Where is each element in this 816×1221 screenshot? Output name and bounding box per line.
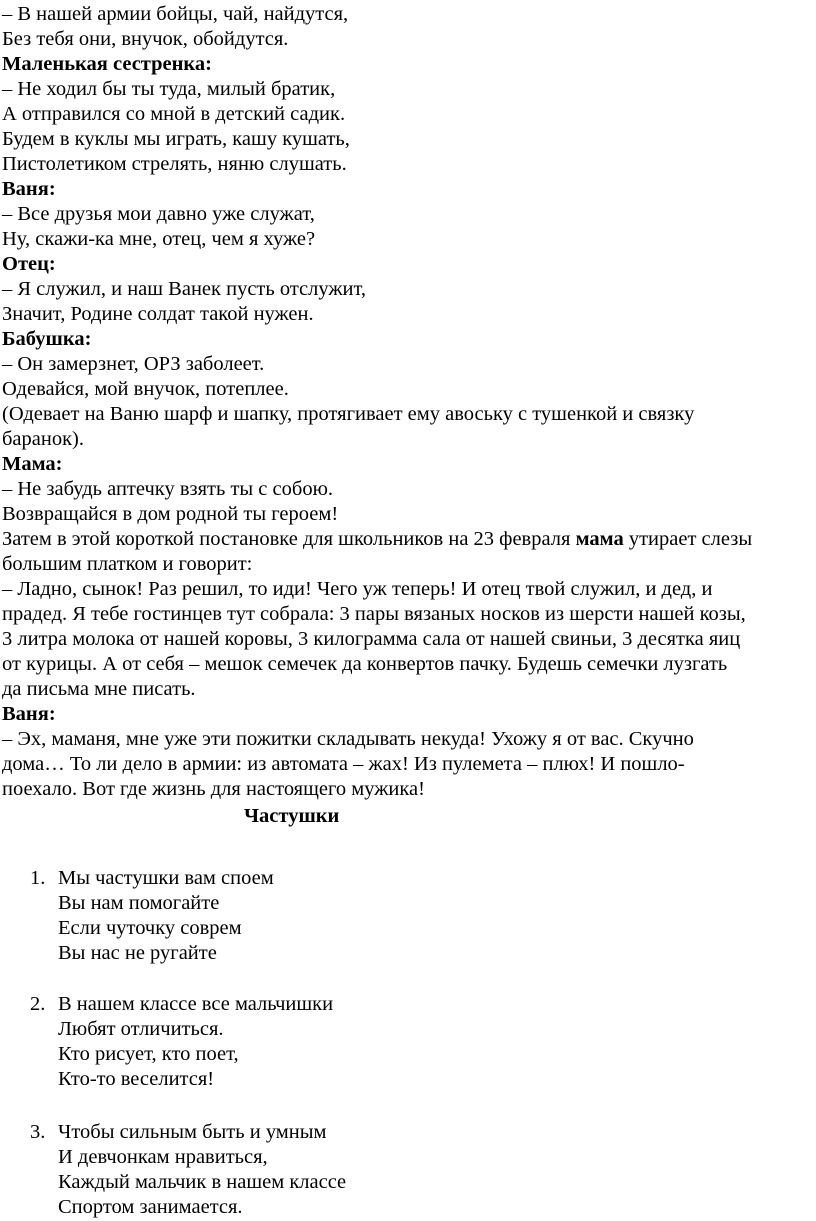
text-line: Возвращайся в дом родной ты героем! xyxy=(2,503,339,525)
text-line: – Не забудь аптечку взять ты с собою. xyxy=(2,478,334,500)
text-line: поехало. Вот где жизнь для настоящего мужика! xyxy=(2,778,425,800)
song-line: Если чуточку соврем xyxy=(58,917,242,939)
narration-text: Затем в этой короткой постановке для школьников на 23 февраля xyxy=(2,528,576,550)
narration-text: утирает слезы xyxy=(623,528,753,550)
song-line: Спортом занимается. xyxy=(58,1196,243,1218)
text-line: Значит, Родине солдат такой нужен. xyxy=(2,303,314,325)
song-line: Каждый мальчик в нашем классе xyxy=(58,1171,347,1193)
text-line: – Я служил, и наш Ванек пусть отслужит, xyxy=(2,278,367,300)
speaker-label: Ваня: xyxy=(2,178,56,200)
text-line: Ну, скажи-ка мне, отец, чем я хуже? xyxy=(2,228,316,250)
song-line: И девчонкам нравиться, xyxy=(58,1146,268,1168)
text-line: – Все друзья мои давно уже служат, xyxy=(2,203,315,225)
song-line: Любят отличиться. xyxy=(58,1018,224,1040)
speaker-label: Бабушка: xyxy=(2,328,92,350)
song-line: Чтобы сильным быть и умным xyxy=(58,1121,327,1143)
stage-direction: баранок). xyxy=(2,428,85,450)
narration-bold-word: мама xyxy=(575,528,624,550)
stage-direction: (Одевает на Ваню шарф и шапку, протягивает ему авоську с тушенкой и связку xyxy=(2,403,695,425)
text-line: прадед. Я тебе гостинцев тут собрала: 3 пары вязаных носков из шерсти нашей козы, xyxy=(2,603,746,625)
song-line: Мы частушки вам споем xyxy=(58,867,274,889)
text-line: Будем в куклы мы играть, кашу кушать, xyxy=(2,128,350,150)
text-line: 3 литра молока от нашей коровы, 3 килограмма сала от нашей свиньи, 3 десятка яиц xyxy=(2,628,741,650)
text-line: – Ладно, сынок! Раз решил, то иди! Чего уж теперь! И отец твой служил, и дед, и xyxy=(2,578,713,600)
text-line: – Он замерзнет, ОРЗ заболеет. xyxy=(2,353,265,375)
song-number: 2. xyxy=(30,993,46,1015)
text-line: да письма мне писать. xyxy=(2,678,196,700)
text-line: Пистолетиком стрелять, няню слушать. xyxy=(2,153,347,175)
song-line: Кто рисует, кто поет, xyxy=(58,1043,239,1065)
song-number: 3. xyxy=(30,1121,46,1143)
songs-title: Частушки xyxy=(244,805,340,827)
song-line: Вы нас не ругайте xyxy=(58,942,217,964)
speaker-label: Отец: xyxy=(2,253,56,275)
song-line: В нашем классе все мальчишки xyxy=(58,993,334,1015)
speaker-label: Мама: xyxy=(2,453,63,475)
text-line: – В нашей армии бойцы, чай, найдутся, xyxy=(2,3,349,25)
text-line: от курицы. А от себя – мешок семечек да конвертов пачку. Будешь семечки лузгать xyxy=(2,653,728,675)
text-line: – Эх, маманя, мне уже эти пожитки складывать некуда! Ухожу я от вас. Скучно xyxy=(2,728,694,750)
song-line: Вы нам помогайте xyxy=(58,892,220,914)
text-line: – Не ходил бы ты туда, милый братик, xyxy=(2,78,336,100)
text-line: А отправился со мной в детский садик. xyxy=(2,103,346,125)
speaker-label: Маленькая сестренка: xyxy=(2,53,213,75)
song-number: 1. xyxy=(30,867,46,889)
text-line: Без тебя они, внучок, обойдутся. xyxy=(2,28,289,50)
narration-line xyxy=(2,527,752,552)
text-line: Одевайся, мой внучок, потеплее. xyxy=(2,378,289,400)
speaker-label: Ваня: xyxy=(2,703,56,725)
text-line: большим платком и говорит: xyxy=(2,553,253,575)
text-line: дома… То ли дело в армии: из автомата – жах! Из пулемета – плюх! И пошло- xyxy=(2,753,685,775)
song-line: Кто-то веселится! xyxy=(58,1068,215,1090)
